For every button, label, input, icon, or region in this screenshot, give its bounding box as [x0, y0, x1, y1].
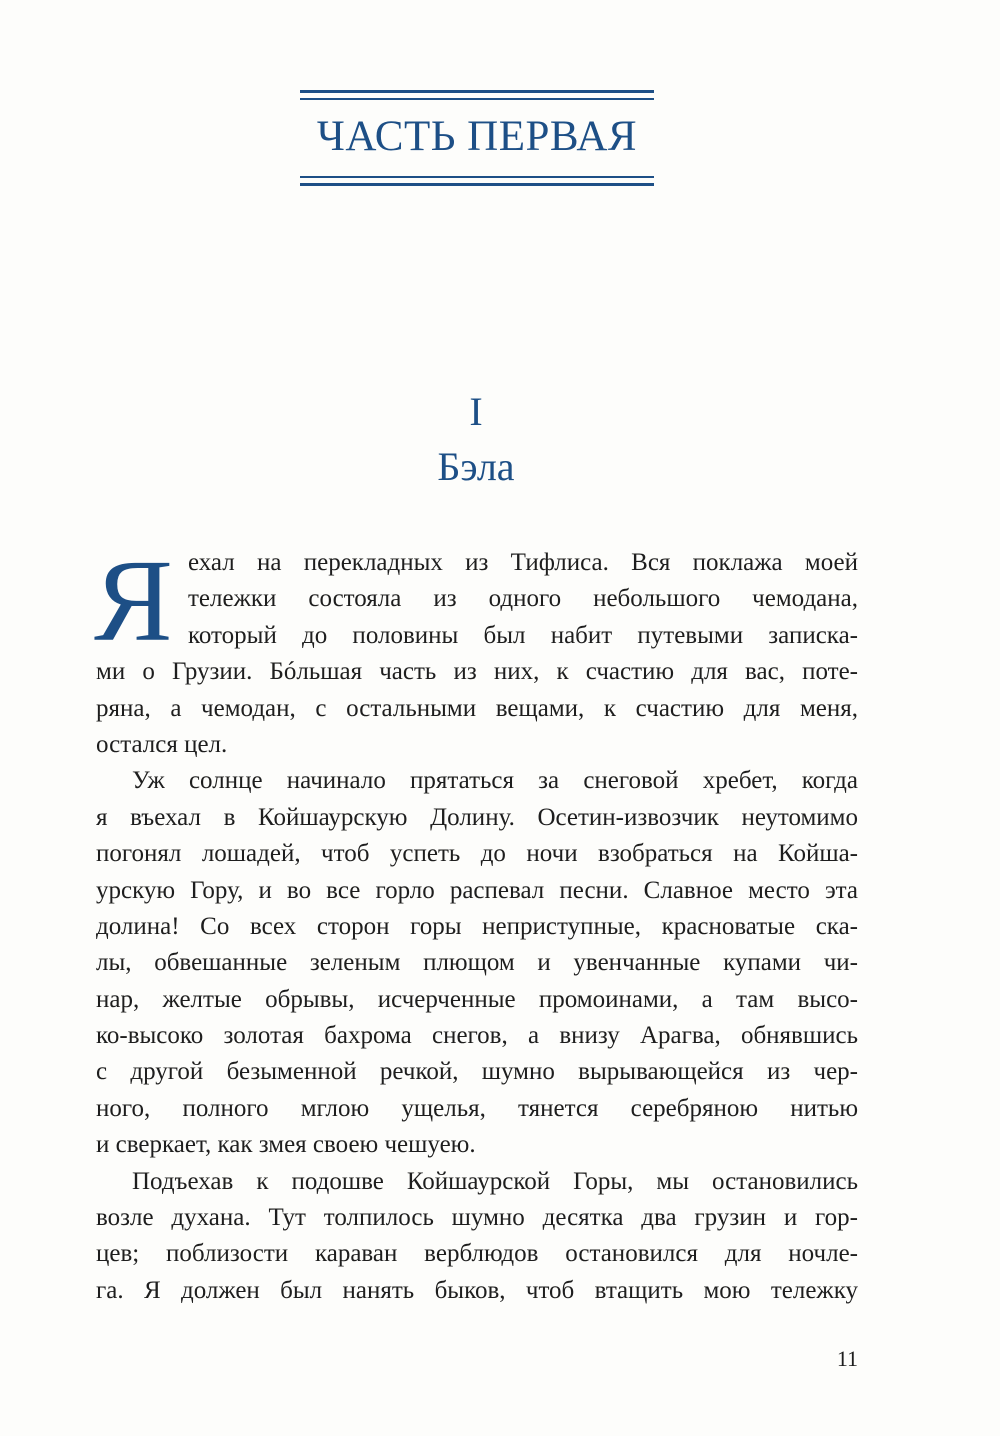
part-title: ЧАСТЬ ПЕРВАЯ — [316, 113, 638, 160]
text-line: га. Я должен был нанять быков, чтоб втащить мою тележку — [96, 1276, 858, 1304]
text-line: погонял лошадей, чтоб успеть до ночи взобраться на Койша- — [96, 840, 858, 868]
text-line: который до половины был набит путевыми записка- — [188, 621, 858, 649]
text-line: ехал на перекладных из Тифлиса. Вся поклажа моей — [188, 549, 858, 576]
text-line: ми о Грузии. Бóльшая часть из них, к счастию для вас, поте- — [96, 658, 858, 686]
text-line: урскую Гору, и во все горло распевал песни. Славное место эта — [96, 876, 858, 904]
heading-rule-bottom-thin — [300, 176, 654, 178]
text-line: лы, обвешанные зеленым плющом и увенчанные купами чи- — [96, 949, 858, 977]
text-line: Подъехав к подошве Койшаурской Горы, мы остановились — [132, 1167, 858, 1195]
text-line: тележки состояла из одного небольшого чемодана, — [188, 585, 858, 613]
page-number: 11 — [836, 1346, 858, 1371]
text-line: с другой безыменной речкой, шумно вырывающейся из чер- — [96, 1058, 858, 1086]
text-line: ряна, а чемодан, с остальными вещами, к счастию для меня, — [96, 694, 858, 722]
text-line: ко-высоко золотая бахрома снегов, а внизу Арагва, обнявшись — [96, 1022, 858, 1050]
text-line: я въехал в Койшаурскую Долину. Осетин-извозчик неутомимо — [96, 803, 858, 831]
text-line: Уж солнце начинало прятаться за снеговой хребет, когда — [132, 767, 858, 795]
part-heading — [300, 90, 654, 188]
body-text — [94, 535, 858, 1309]
drop-cap: Я — [94, 535, 173, 666]
text-line: нар, желтые обрывы, исчерченные промоинами, а там высо- — [96, 985, 858, 1013]
text-line: ного, полного мглою ущелья, тянется серебряною нитью — [96, 1094, 858, 1122]
text-line: и сверкает, как змея своею чешуею. — [96, 1131, 476, 1159]
text-line: возле духана. Тут толпилось шумно десятка два грузин и гор- — [96, 1204, 858, 1232]
chapter-number: I — [469, 389, 483, 434]
heading-rule-bottom-thick — [300, 183, 654, 186]
heading-rule-top-thin — [300, 98, 654, 100]
text-line: долина! Со всех сторон горы неприступные, красноватые ска- — [96, 912, 858, 940]
heading-rule-top-thick — [300, 90, 654, 93]
text-line: остался цел. — [96, 730, 228, 758]
chapter-title: Бэла — [437, 444, 515, 489]
text-line: цев; поблизости караван верблюдов остановился для ночле- — [96, 1240, 858, 1268]
